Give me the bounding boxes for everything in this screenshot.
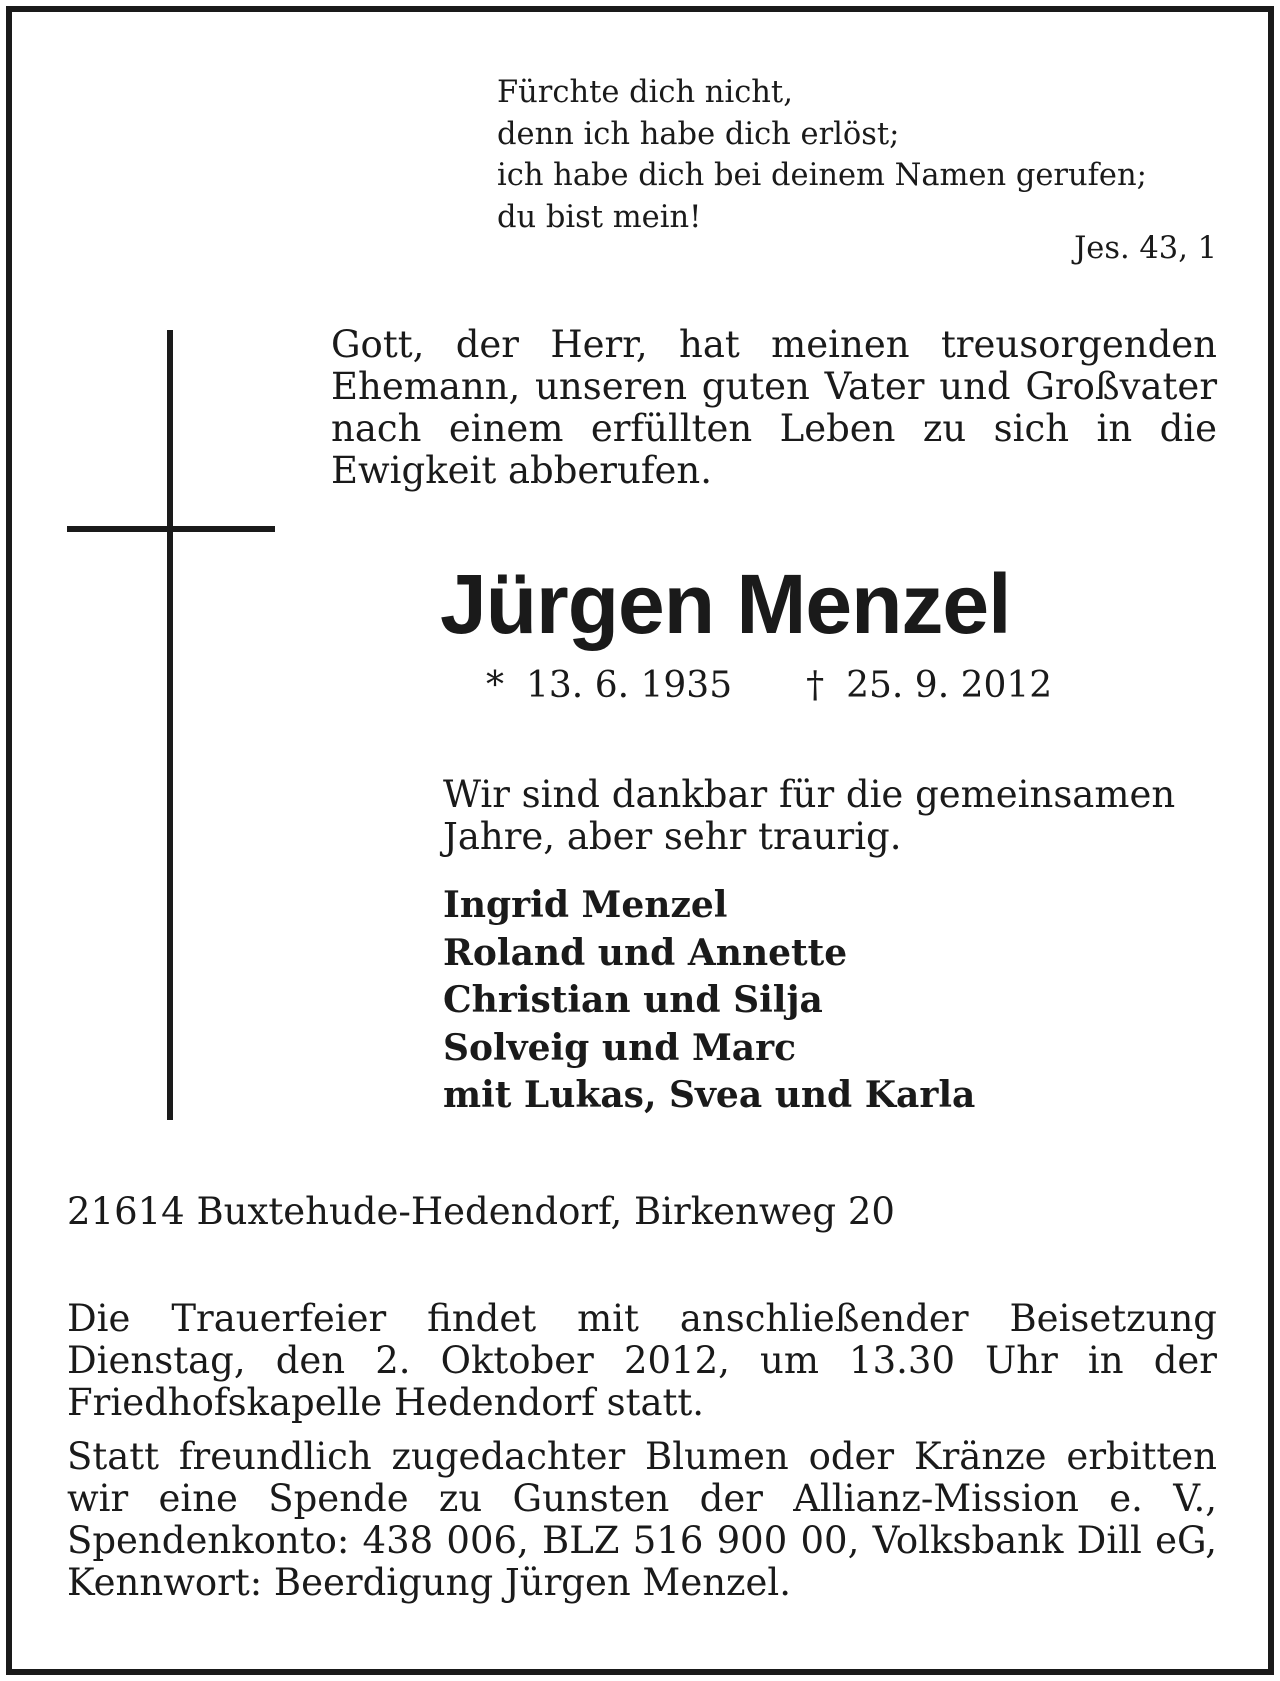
ceremony-notice: Die Trauerfeier findet mit anschließender Beisetzung Dienstag, den 2. Oktober 2012, um 13.30 Uhr in der Friedhofskapelle Hedendorf statt. [67,1297,1217,1424]
verse-line: denn ich habe dich erlöst; [497,116,900,152]
family-member: Christian und Silja [443,979,823,1021]
verse-line: Fürchte dich nicht, [497,75,793,110]
intro-text: Gott, der Herr, hat meinen treusorgenden Ehemann, unseren guten Vater und Großvater nach einem erfüllten Leben zu sich in die Ewigkeit abberufen. [331,323,1217,492]
death-symbol: † [806,665,825,706]
deceased-name: Jürgen Menzel [440,557,1011,651]
verse-reference: Jes. 43, 1 [1074,231,1217,266]
family-member: Solveig und Marc [443,1026,797,1069]
death-date: 25. 9. 2012 [846,665,1053,706]
cross-horizontal-bar [67,526,275,532]
cross-vertical-bar [167,330,173,1120]
family-member: Ingrid Menzel [443,884,728,926]
family-member: Roland und Annette [443,931,848,974]
bible-verse [497,72,1217,238]
birth-date: 13. 6. 1935 [526,665,733,706]
address: 21614 Buxtehude-Hedendorf, Birkenweg 20 [67,1190,895,1233]
family-list [443,882,1223,1120]
thanks-text: Wir sind dankbar für die gemeinsamen Jahre, aber sehr traurig. [443,773,1176,858]
family-member: mit Lukas, Svea und Karla [443,1074,976,1116]
donation-notice: Statt freundlich zugedachter Blumen oder Kränze erbitten wir eine Spende zu Gunsten der Allianz-Mission e. V., Spendenkonto: 438 006, BLZ 516 900 00, Volksbank Dill eG, Kennwort: Beerdigung Jürgen Menzel. [67,1435,1217,1604]
birth-symbol: * [486,665,504,706]
verse-line: ich habe dich bei deinem Namen gerufen; [497,158,1147,193]
life-dates [486,664,1052,708]
verse-line: du bist mein! [497,199,702,235]
